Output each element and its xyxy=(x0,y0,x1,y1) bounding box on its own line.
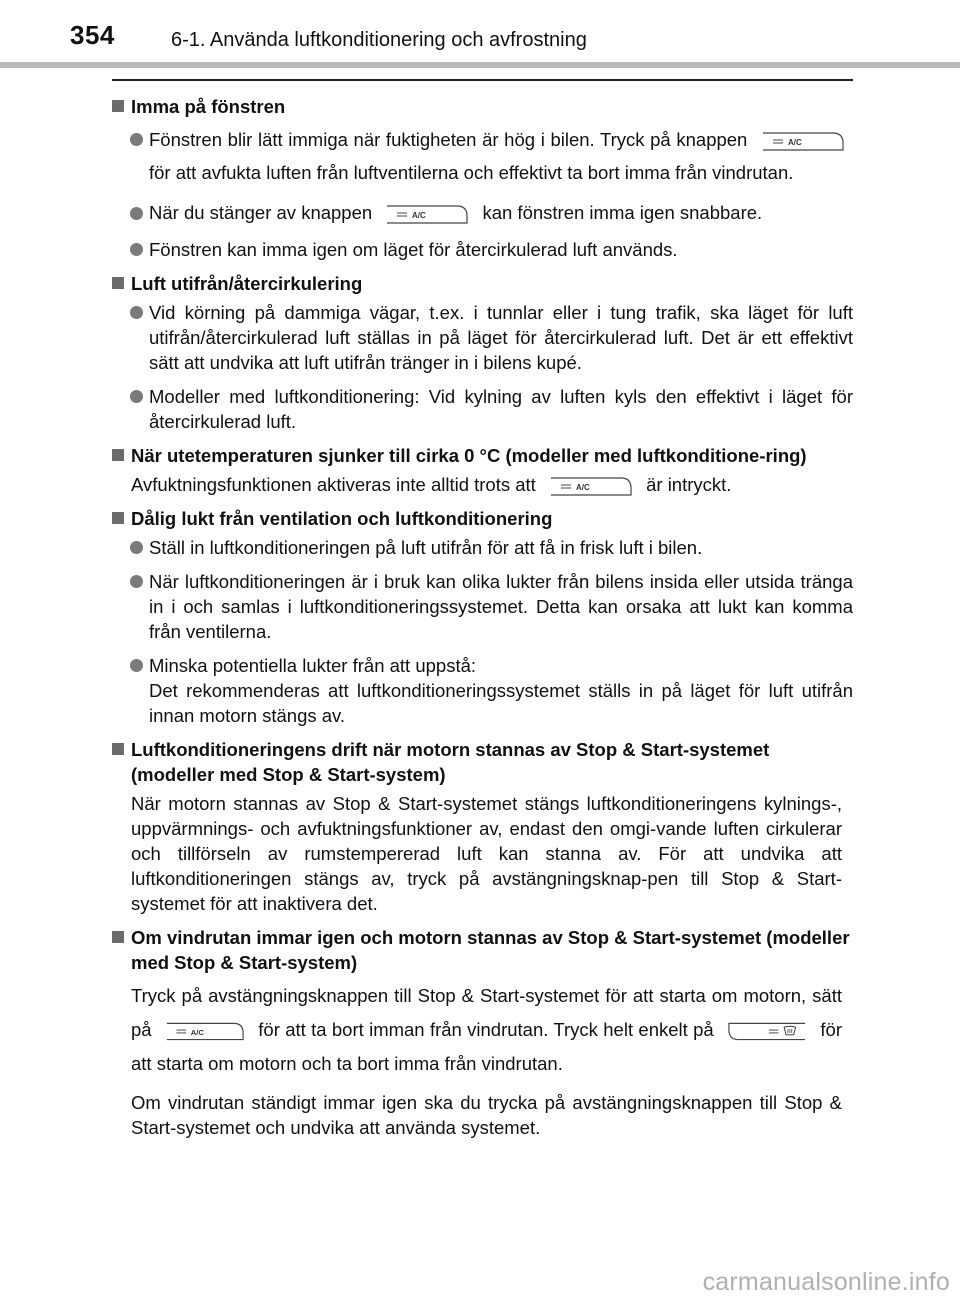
section-heading: När utetemperaturen sjunker till cirka 0 °C (modeller med luftkonditione-ring) xyxy=(112,443,853,468)
section-heading: Om vindrutan immar igen och motorn stannas av Stop & Start-systemet (modeller med Stop & Start-system) xyxy=(112,925,853,975)
page-content xyxy=(112,88,853,1149)
bullet-item: Modeller med luftkonditionering: Vid kylning av luften kyls den effektivt i läget för återcirkulerad luft. xyxy=(112,384,853,434)
section-heading: Imma på fönstren xyxy=(112,94,853,119)
bullet-item: Minska potentiella lukter från att uppstå: Det rekommenderas att luftkonditioneringssystemet ställs in på läget för luft utifrån innan motorn stängs av. xyxy=(112,653,853,728)
bullet-item: Fönstren kan imma igen om läget för återcirkulerad luft används. xyxy=(112,237,853,262)
bullet-dot-icon xyxy=(130,243,143,256)
bullet-item: När luftkonditioneringen är i bruk kan olika lukter från bilens insida eller utsida tränga in i och samlas i luftkonditioneringssystemet. Detta kan orsaka att lukt kan komma från ventilerna. xyxy=(112,569,853,644)
ac-button-icon xyxy=(761,130,845,152)
windshield-defroster-button-icon xyxy=(727,1020,807,1042)
paragraph: Avfuktningsfunktionen aktiveras inte alltid trots att A/C är intryckt. xyxy=(112,472,853,497)
section-title: 6-1. Använda luftkonditionering och avfrostning xyxy=(171,29,587,51)
svg-text:A/C: A/C xyxy=(412,211,427,221)
heading-square-icon xyxy=(112,449,124,461)
heading-square-icon xyxy=(112,277,124,289)
watermark: carmanualsonline.info xyxy=(702,1268,950,1296)
heading-square-icon xyxy=(112,743,124,755)
bullet-dot-icon xyxy=(130,390,143,403)
bullet-dot-icon xyxy=(130,133,143,146)
heading-square-icon xyxy=(112,512,124,524)
bullet-item: När du stänger av knappen A/C kan fönstren imma igen snabbare. xyxy=(112,198,853,228)
bullet-item: Fönstren blir lätt immiga när fuktigheten är hög i bilen. Tryck på knappen A/C för att avfukta luften från luftventilerna och effektivt ta bort imma från vindrutan. xyxy=(112,123,853,189)
svg-text:A/C: A/C xyxy=(788,138,802,148)
bullet-item: Ställ in luftkonditioneringen på luft utifrån för att få in frisk luft i bilen. xyxy=(112,535,853,560)
ac-button-icon xyxy=(385,203,469,225)
section-heading: Luft utifrån/återcirkulering xyxy=(112,271,853,296)
paragraph: Om vindrutan ständigt immar igen ska du trycka på avstängningsknappen till Stop & Start-systemet och undvika att använda systemet. xyxy=(131,1092,842,1139)
bullet-dot-icon xyxy=(130,575,143,588)
paragraph: När motorn stannas av Stop & Start-systemet stängs luftkonditioneringens kylnings-, uppvärmnings- och avfuktningsfunktioner av, endast den omgi-vande luften cirkulerar och tillförseln av rumstempererad luft kan stanna av. För att undvika att luftkonditioneringen stängs av, tryck på avstängningsknap-pen till Stop & Start-systemet för att inaktivera det. xyxy=(131,793,842,915)
bullet-dot-icon xyxy=(130,306,143,319)
svg-text:A/C: A/C xyxy=(190,1028,204,1038)
header-divider xyxy=(0,62,960,68)
bullet-dot-icon xyxy=(130,541,143,554)
bullet-dot-icon xyxy=(130,659,143,672)
heading-square-icon xyxy=(112,100,124,112)
ac-button-icon xyxy=(165,1020,245,1042)
page-header xyxy=(0,0,960,78)
paragraph: Tryck på avstängningsknappen till Stop & Start-systemet för att starta om motorn, sätt på A/C för att ta bort imman från vindrutan. Tryck helt enkelt på för att starta om motorn och ta bort imma från vindrutan. xyxy=(131,985,843,1075)
svg-text:A/C: A/C xyxy=(575,483,590,493)
heading-square-icon xyxy=(112,931,124,943)
bullet-dot-icon xyxy=(130,207,143,220)
section-heading: Dålig lukt från ventilation och luftkonditionering xyxy=(112,506,853,531)
bullet-item: Vid körning på dammiga vägar, t.ex. i tunnlar eller i tung trafik, ska läget för luft utifrån/återcirkulerad luft ställas in på läget för återcirkulerad luft. Det är ett effektivt sätt att undvika att luft utifrån tränger in i bilens kupé. xyxy=(112,300,853,375)
page-number: 354 xyxy=(70,20,115,50)
ac-button-icon xyxy=(549,475,633,497)
section-heading: Luftkonditioneringens drift när motorn stannas av Stop & Start-systemet (modeller med Stop & Start-system) xyxy=(112,737,853,787)
content-rule xyxy=(112,79,853,81)
